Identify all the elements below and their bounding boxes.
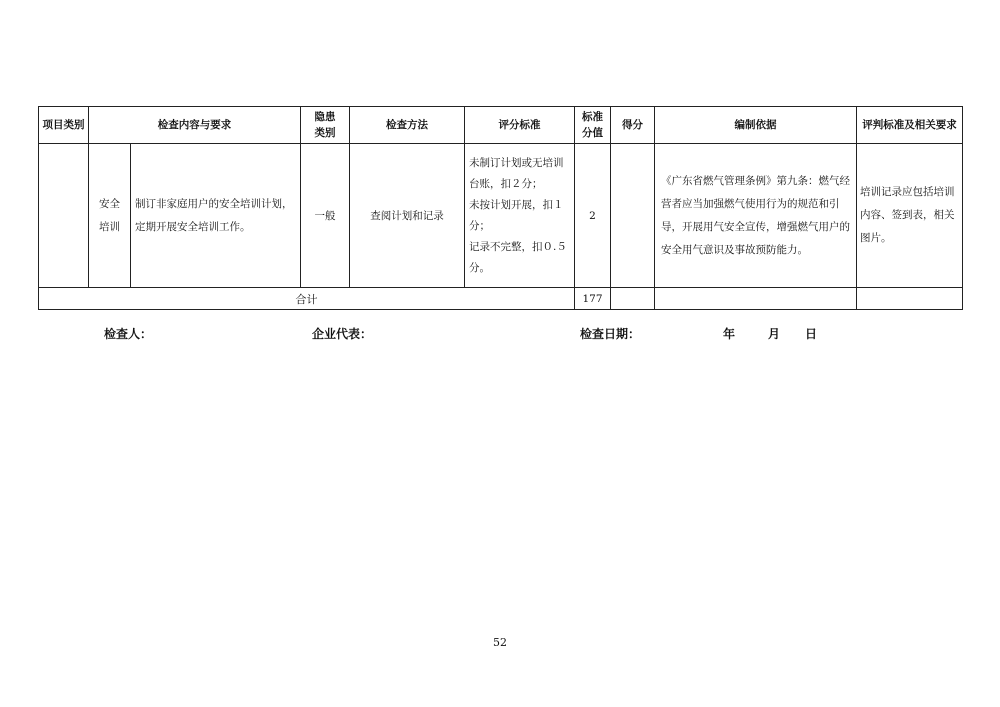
table-header-row [39, 107, 963, 144]
header-std-score-text: 标准分值 [582, 111, 603, 139]
table-row [39, 144, 963, 288]
total-basis-cell [655, 288, 857, 310]
signature-row [0, 325, 1000, 345]
date-month: 月 [768, 327, 781, 341]
header-content: 检查内容与要求 [89, 107, 301, 144]
criteria-item: 未按计划开展，扣１分； [469, 198, 564, 232]
header-judgement: 评判标准及相关要求 [857, 107, 963, 144]
inspection-table [38, 106, 963, 310]
subcategory-cell [89, 144, 131, 288]
criteria-list [465, 151, 574, 281]
requirement-cell [131, 144, 301, 288]
date-year: 年 [723, 327, 736, 341]
criteria-item: 记录不完整，扣０.５分。 [469, 240, 567, 274]
judgement-cell [857, 144, 963, 288]
total-row [39, 288, 963, 310]
total-value: 177 [575, 288, 611, 310]
date-day: 日 [805, 327, 818, 341]
hazard-type-cell: 一般 [301, 144, 350, 288]
total-score-cell [611, 288, 655, 310]
total-label: 合计 [39, 288, 575, 310]
subcategory-text: 安全培训 [99, 197, 120, 233]
header-basis: 编制依据 [655, 107, 857, 144]
std-score-cell: 2 [575, 144, 611, 288]
basis-text: 《广东省燃气管理条例》第九条：燃气经营者应当加强燃气使用行为的规范和引导，开展用气安全宣传，增强燃气用户的安全用气意识及事故预防能力。 [661, 174, 850, 256]
criteria-item: 未制订计划或无培训台账，扣２分； [469, 156, 564, 190]
date-label: 检查日期： [580, 327, 641, 341]
score-cell [611, 144, 655, 288]
header-hazard-text: 隐患类别 [314, 111, 336, 139]
representative-label: 企业代表： [312, 327, 373, 341]
category-cell [39, 144, 89, 288]
basis-cell [655, 144, 857, 288]
method-cell: 查阅计划和记录 [350, 144, 465, 288]
header-std-score [575, 107, 611, 144]
requirement-text: 制订非家庭用户的安全培训计划，定期开展安全培训工作。 [135, 197, 293, 233]
inspector-label: 检查人： [104, 327, 153, 341]
judgement-text: 培训记录应包括培训内容、签到表，相关图片。 [860, 186, 955, 244]
header-hazard [301, 107, 350, 144]
criteria-cell [465, 144, 575, 288]
header-score: 得分 [611, 107, 655, 144]
header-criteria: 评分标准 [465, 107, 575, 144]
header-method: 检查方法 [350, 107, 465, 144]
total-judgement-cell [857, 288, 963, 310]
header-category: 项目类别 [39, 107, 89, 144]
page-number: 52 [493, 636, 507, 649]
